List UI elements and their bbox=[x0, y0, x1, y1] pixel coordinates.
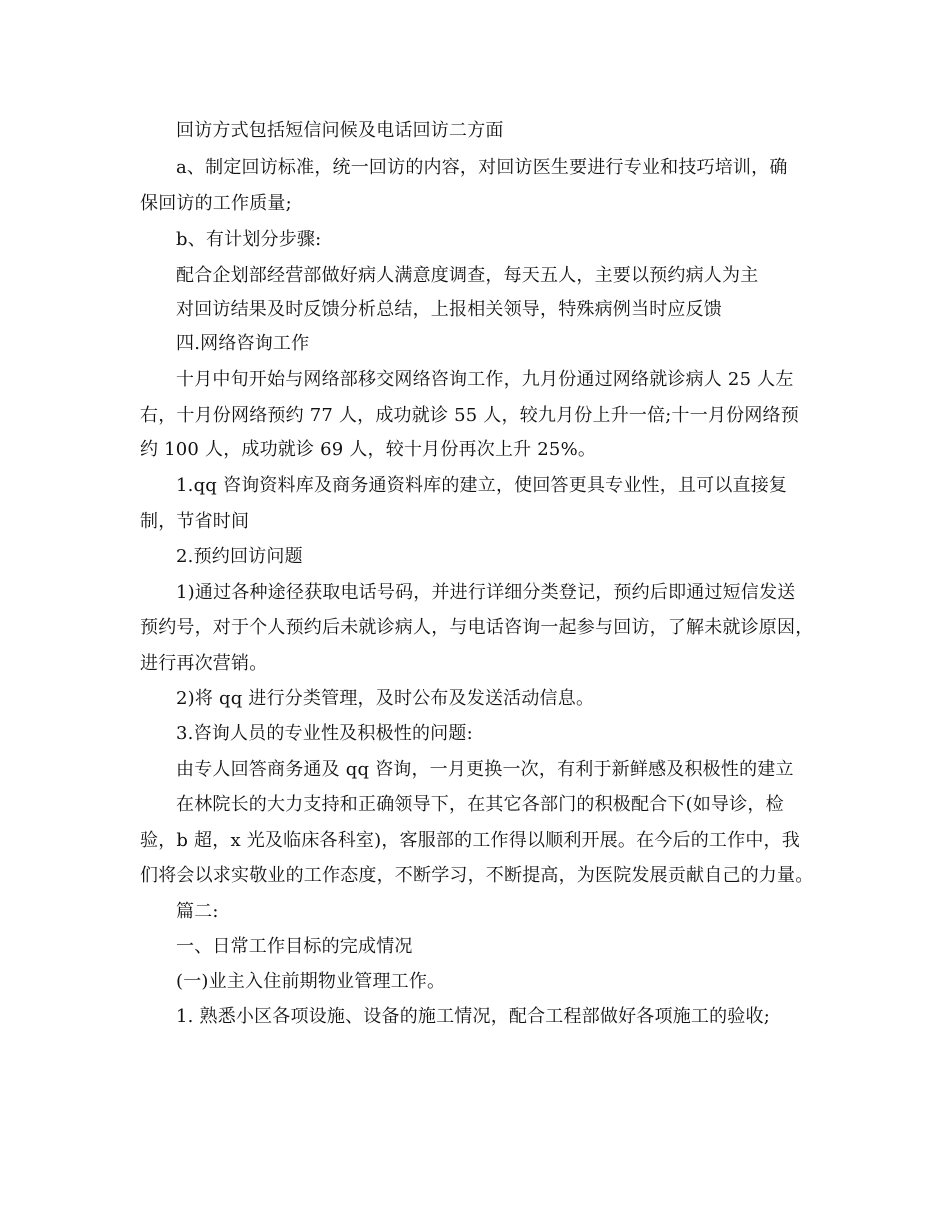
text-line: 回访方式包括短信问候及电话回访二方面 bbox=[176, 120, 504, 141]
text-line: 1.qq 咨询资料库及商务通资料库的建立，使回答更具专业性，且可以直接复 bbox=[176, 475, 788, 496]
text-line: 1. 熟悉小区各项设施、设备的施工情况，配合工程部做好各项施工的验收; bbox=[176, 1006, 770, 1027]
text-line: 配合企划部经营部做好病人满意度调查，每天五人，主要以预约病人为主 bbox=[176, 265, 759, 286]
text-line: 右，十月份网络预约 77 人，成功就诊 55 人，较九月份上升一倍;十一月份网络预 bbox=[140, 405, 799, 426]
text-line: 约 100 人，成功就诊 69 人，较十月份再次上升 25%。 bbox=[140, 439, 597, 460]
text-line: 保回访的工作质量; bbox=[140, 193, 292, 214]
text-line: 1)通过各种途径获取电话号码，并进行详细分类登记，预约后即通过短信发送 bbox=[176, 582, 796, 603]
text-line: 在林院长的大力支持和正确领导下，在其它各部门的积极配合下(如导诊，检 bbox=[176, 794, 784, 815]
text-line: 验，b 超，x 光及临床各科室)，客服部的工作得以顺利开展。在今后的工作中，我 bbox=[140, 830, 800, 851]
text-line: 由专人回答商务通及 qq 咨询，一月更换一次，有利于新鲜感及积极性的建立 bbox=[176, 759, 794, 780]
text-line: a、制定回访标准，统一回访的内容，对回访医生要进行专业和技巧培训，确 bbox=[176, 157, 788, 178]
text-line: 十月中旬开始与网络部移交网络咨询工作，九月份通过网络就诊病人 25 人左 bbox=[176, 369, 794, 390]
section-heading: 一、日常工作目标的完成情况 bbox=[176, 936, 413, 957]
section-heading: 篇二: bbox=[176, 901, 219, 922]
text-line: 预约号，对于个人预约后未就诊病人，与电话咨询一起参与回访，了解未就诊原因， bbox=[140, 617, 814, 638]
text-line: 3.咨询人员的专业性及积极性的问题: bbox=[176, 723, 473, 744]
text-line: 们将会以求实敬业的工作态度，不断学习，不断提高，为医院发展贡献自己的力量。 bbox=[140, 865, 814, 886]
text-line: 对回访结果及时反馈分析总结，上报相关领导，特殊病例当时应反馈 bbox=[176, 299, 722, 320]
text-line: 2)将 qq 进行分类管理，及时公布及发送活动信息。 bbox=[176, 688, 595, 709]
section-heading: 四.网络咨询工作 bbox=[176, 333, 310, 354]
text-line: (一)业主入住前期物业管理工作。 bbox=[176, 971, 446, 992]
text-line: 进行再次营销。 bbox=[140, 653, 268, 674]
text-line: 2.预约回访问题 bbox=[176, 546, 303, 567]
text-line: b、有计划分步骤: bbox=[176, 229, 322, 250]
text-line: 制，节省时间 bbox=[140, 511, 250, 532]
